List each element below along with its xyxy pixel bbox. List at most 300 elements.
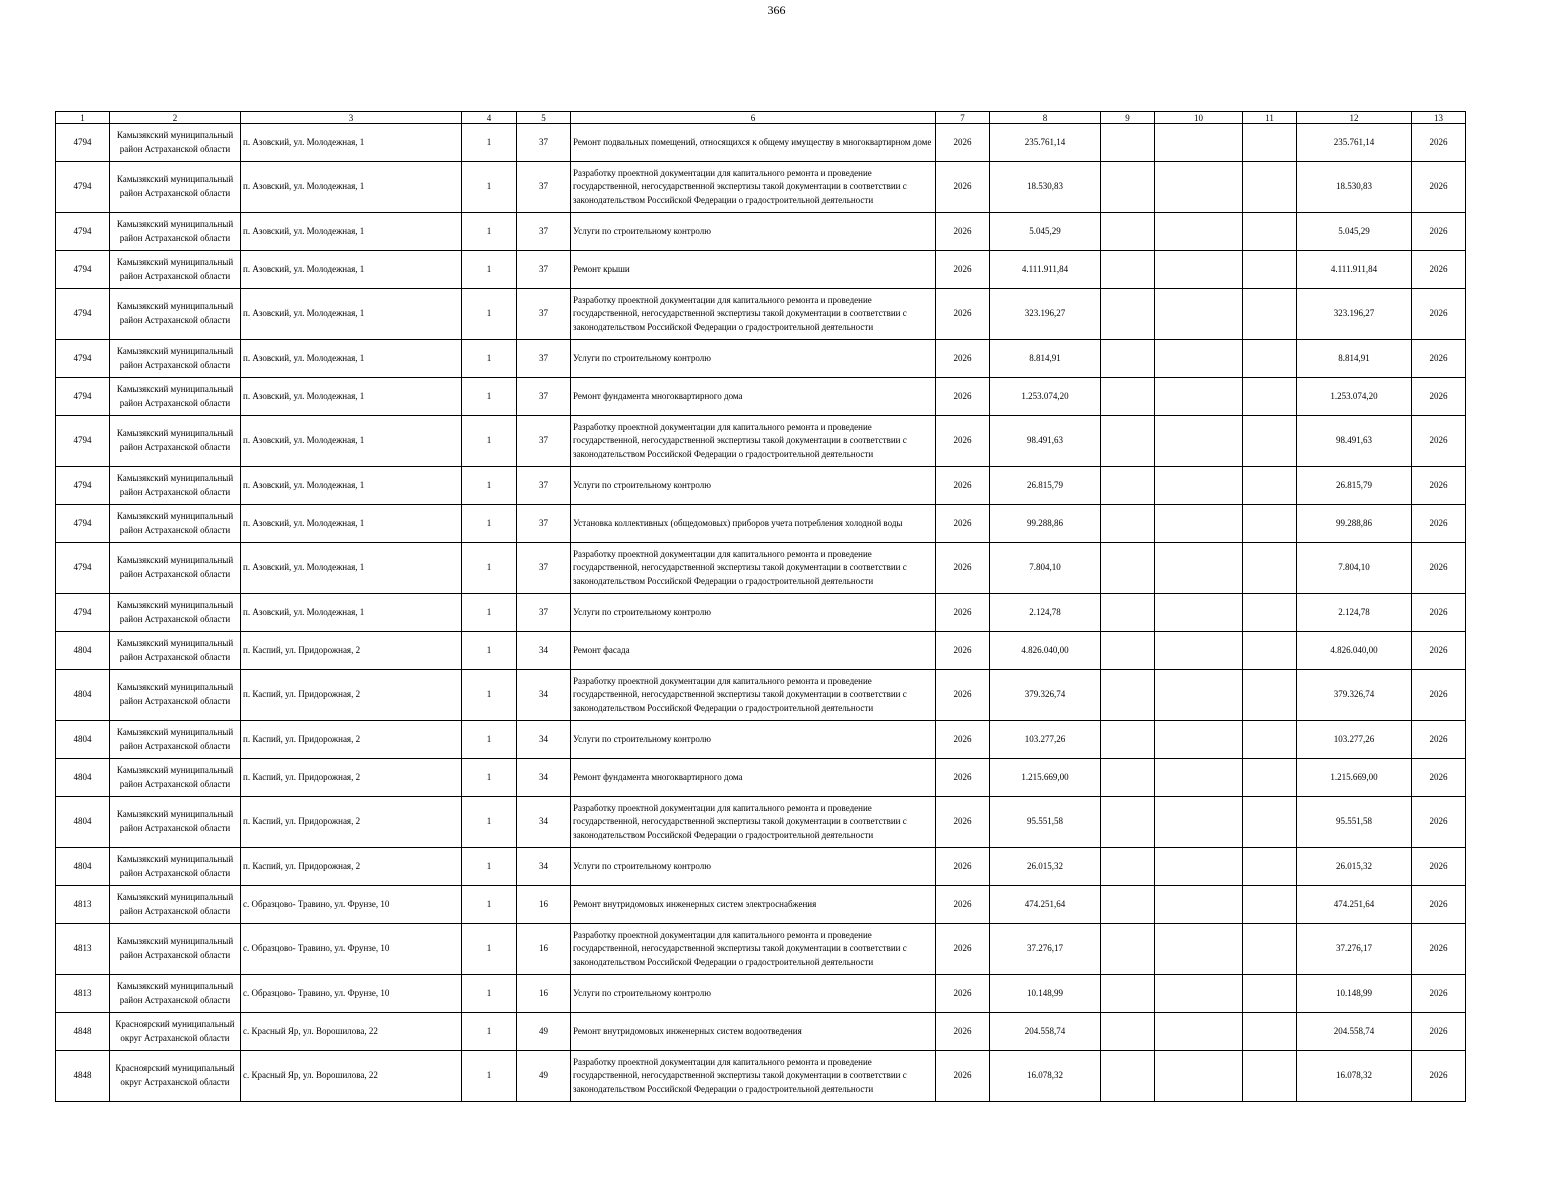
col11-cell bbox=[1243, 594, 1297, 632]
column-header: 1 bbox=[56, 112, 110, 124]
col4-cell: 1 bbox=[462, 467, 517, 505]
work-type-cell: Услуги по строительному контролю bbox=[571, 467, 936, 505]
work-type-cell: Услуги по строительному контролю bbox=[571, 594, 936, 632]
column-header: 8 bbox=[990, 112, 1101, 124]
work-type-cell: Услуги по строительному контролю bbox=[571, 848, 936, 886]
col12-cell: 26.015,32 bbox=[1297, 848, 1412, 886]
year-cell: 2026 bbox=[936, 289, 990, 340]
col10-cell bbox=[1155, 632, 1243, 670]
table-row bbox=[56, 467, 1466, 505]
page-number: 366 bbox=[767, 3, 786, 17]
col11-cell bbox=[1243, 975, 1297, 1013]
cost-cell: 1.215.669,00 bbox=[990, 759, 1101, 797]
municipality-cell: Камызякский муниципальный район Астраханской области bbox=[110, 670, 241, 721]
address-cell: п. Азовский, ул. Молодежная, 1 bbox=[241, 162, 462, 213]
year-cell: 2026 bbox=[936, 721, 990, 759]
col13-cell: 2026 bbox=[1412, 543, 1466, 594]
col4-cell: 1 bbox=[462, 162, 517, 213]
col9-cell bbox=[1101, 1013, 1155, 1051]
col5-cell: 37 bbox=[517, 505, 571, 543]
object-number-cell: 4794 bbox=[56, 505, 110, 543]
col12-cell: 235.761,14 bbox=[1297, 124, 1412, 162]
col10-cell bbox=[1155, 721, 1243, 759]
col12-cell: 16.078,32 bbox=[1297, 1051, 1412, 1102]
cost-cell: 8.814,91 bbox=[990, 340, 1101, 378]
work-type-cell: Ремонт подвальных помещений, относящихся к общему имуществу в многоквартирном доме bbox=[571, 124, 936, 162]
col9-cell bbox=[1101, 848, 1155, 886]
work-type-cell: Разработку проектной документации для капитального ремонта и проведение государственной, негосударственной экспертизы такой документации в соответствии с законодательством Российской Федерации о градостроительной деятельности bbox=[571, 670, 936, 721]
col9-cell bbox=[1101, 594, 1155, 632]
cost-cell: 474.251,64 bbox=[990, 886, 1101, 924]
table-row bbox=[56, 1051, 1466, 1102]
col9-cell bbox=[1101, 251, 1155, 289]
column-header: 2 bbox=[110, 112, 241, 124]
col10-cell bbox=[1155, 289, 1243, 340]
year-cell: 2026 bbox=[936, 632, 990, 670]
table-row bbox=[56, 124, 1466, 162]
col4-cell: 1 bbox=[462, 797, 517, 848]
col12-cell: 18.530,83 bbox=[1297, 162, 1412, 213]
col12-cell: 379.326,74 bbox=[1297, 670, 1412, 721]
col11-cell bbox=[1243, 416, 1297, 467]
municipality-cell: Камызякский муниципальный район Астраханской области bbox=[110, 594, 241, 632]
municipality-cell: Камызякский муниципальный район Астраханской области bbox=[110, 886, 241, 924]
table-row bbox=[56, 162, 1466, 213]
col5-cell: 34 bbox=[517, 759, 571, 797]
object-number-cell: 4794 bbox=[56, 124, 110, 162]
address-cell: п. Азовский, ул. Молодежная, 1 bbox=[241, 289, 462, 340]
year-cell: 2026 bbox=[936, 124, 990, 162]
table-row bbox=[56, 594, 1466, 632]
year-cell: 2026 bbox=[936, 759, 990, 797]
col10-cell bbox=[1155, 251, 1243, 289]
table-row bbox=[56, 721, 1466, 759]
col9-cell bbox=[1101, 162, 1155, 213]
municipality-cell: Камызякский муниципальный район Астраханской области bbox=[110, 467, 241, 505]
col9-cell bbox=[1101, 124, 1155, 162]
col4-cell: 1 bbox=[462, 505, 517, 543]
work-type-cell: Услуги по строительному контролю bbox=[571, 213, 936, 251]
work-type-cell: Ремонт фундамента многоквартирного дома bbox=[571, 378, 936, 416]
col13-cell: 2026 bbox=[1412, 975, 1466, 1013]
col10-cell bbox=[1155, 1051, 1243, 1102]
col11-cell bbox=[1243, 505, 1297, 543]
work-type-cell: Установка коллективных (общедомовых) приборов учета потребления холодной воды bbox=[571, 505, 936, 543]
col12-cell: 37.276,17 bbox=[1297, 924, 1412, 975]
table-row bbox=[56, 251, 1466, 289]
municipality-cell: Красноярский муниципальный округ Астраханской области bbox=[110, 1051, 241, 1102]
year-cell: 2026 bbox=[936, 251, 990, 289]
table-row bbox=[56, 378, 1466, 416]
col13-cell: 2026 bbox=[1412, 1013, 1466, 1051]
municipality-cell: Камызякский муниципальный район Астраханской области bbox=[110, 632, 241, 670]
col9-cell bbox=[1101, 924, 1155, 975]
col10-cell bbox=[1155, 467, 1243, 505]
object-number-cell: 4804 bbox=[56, 670, 110, 721]
col4-cell: 1 bbox=[462, 340, 517, 378]
column-header: 11 bbox=[1243, 112, 1297, 124]
municipality-cell: Камызякский муниципальный район Астраханской области bbox=[110, 340, 241, 378]
address-cell: п. Азовский, ул. Молодежная, 1 bbox=[241, 594, 462, 632]
table-row bbox=[56, 886, 1466, 924]
object-number-cell: 4813 bbox=[56, 975, 110, 1013]
year-cell: 2026 bbox=[936, 1051, 990, 1102]
year-cell: 2026 bbox=[936, 162, 990, 213]
col11-cell bbox=[1243, 467, 1297, 505]
col13-cell: 2026 bbox=[1412, 594, 1466, 632]
cost-cell: 2.124,78 bbox=[990, 594, 1101, 632]
col10-cell bbox=[1155, 416, 1243, 467]
col9-cell bbox=[1101, 975, 1155, 1013]
municipality-cell: Камызякский муниципальный район Астраханской области bbox=[110, 721, 241, 759]
municipality-cell: Камызякский муниципальный район Астраханской области bbox=[110, 505, 241, 543]
column-header: 4 bbox=[462, 112, 517, 124]
col5-cell: 37 bbox=[517, 124, 571, 162]
address-cell: с. Красный Яр, ул. Ворошилова, 22 bbox=[241, 1013, 462, 1051]
col12-cell: 7.804,10 bbox=[1297, 543, 1412, 594]
col4-cell: 1 bbox=[462, 1051, 517, 1102]
col13-cell: 2026 bbox=[1412, 213, 1466, 251]
col4-cell: 1 bbox=[462, 670, 517, 721]
col10-cell bbox=[1155, 759, 1243, 797]
table-row bbox=[56, 289, 1466, 340]
cost-cell: 37.276,17 bbox=[990, 924, 1101, 975]
object-number-cell: 4813 bbox=[56, 886, 110, 924]
col13-cell: 2026 bbox=[1412, 124, 1466, 162]
col4-cell: 1 bbox=[462, 213, 517, 251]
cost-cell: 5.045,29 bbox=[990, 213, 1101, 251]
col11-cell bbox=[1243, 759, 1297, 797]
address-cell: п. Азовский, ул. Молодежная, 1 bbox=[241, 251, 462, 289]
col13-cell: 2026 bbox=[1412, 251, 1466, 289]
work-type-cell: Разработку проектной документации для капитального ремонта и проведение государственной, негосударственной экспертизы такой документации в соответствии с законодательством Российской Федерации о градостроительной деятельности bbox=[571, 1051, 936, 1102]
col12-cell: 4.826.040,00 bbox=[1297, 632, 1412, 670]
col4-cell: 1 bbox=[462, 251, 517, 289]
col13-cell: 2026 bbox=[1412, 505, 1466, 543]
col9-cell bbox=[1101, 467, 1155, 505]
address-cell: п. Азовский, ул. Молодежная, 1 bbox=[241, 124, 462, 162]
col13-cell: 2026 bbox=[1412, 289, 1466, 340]
work-type-cell: Ремонт внутридомовых инженерных систем водоотведения bbox=[571, 1013, 936, 1051]
year-cell: 2026 bbox=[936, 1013, 990, 1051]
column-header: 9 bbox=[1101, 112, 1155, 124]
col5-cell: 37 bbox=[517, 289, 571, 340]
municipality-cell: Камызякский муниципальный район Астраханской области bbox=[110, 416, 241, 467]
cost-cell: 99.288,86 bbox=[990, 505, 1101, 543]
municipality-cell: Камызякский муниципальный район Астраханской области bbox=[110, 848, 241, 886]
col12-cell: 8.814,91 bbox=[1297, 340, 1412, 378]
municipality-cell: Камызякский муниципальный район Астраханской области bbox=[110, 759, 241, 797]
col11-cell bbox=[1243, 721, 1297, 759]
col5-cell: 37 bbox=[517, 416, 571, 467]
col4-cell: 1 bbox=[462, 416, 517, 467]
year-cell: 2026 bbox=[936, 416, 990, 467]
address-cell: п. Каспий, ул. Придорожная, 2 bbox=[241, 670, 462, 721]
col13-cell: 2026 bbox=[1412, 759, 1466, 797]
year-cell: 2026 bbox=[936, 505, 990, 543]
col12-cell: 26.815,79 bbox=[1297, 467, 1412, 505]
object-number-cell: 4794 bbox=[56, 378, 110, 416]
object-number-cell: 4804 bbox=[56, 632, 110, 670]
col5-cell: 37 bbox=[517, 543, 571, 594]
table-row bbox=[56, 1013, 1466, 1051]
cost-cell: 103.277,26 bbox=[990, 721, 1101, 759]
col11-cell bbox=[1243, 213, 1297, 251]
work-type-cell: Разработку проектной документации для капитального ремонта и проведение государственной, негосударственной экспертизы такой документации в соответствии с законодательством Российской Федерации о градостроительной деятельности bbox=[571, 797, 936, 848]
col10-cell bbox=[1155, 797, 1243, 848]
col11-cell bbox=[1243, 632, 1297, 670]
col9-cell bbox=[1101, 378, 1155, 416]
work-type-cell: Услуги по строительному контролю bbox=[571, 975, 936, 1013]
cost-cell: 379.326,74 bbox=[990, 670, 1101, 721]
year-cell: 2026 bbox=[936, 797, 990, 848]
col12-cell: 4.111.911,84 bbox=[1297, 251, 1412, 289]
col5-cell: 37 bbox=[517, 467, 571, 505]
col4-cell: 1 bbox=[462, 924, 517, 975]
year-cell: 2026 bbox=[936, 340, 990, 378]
work-type-cell: Ремонт крыши bbox=[571, 251, 936, 289]
cost-cell: 235.761,14 bbox=[990, 124, 1101, 162]
table-body bbox=[56, 124, 1466, 1102]
object-number-cell: 4794 bbox=[56, 162, 110, 213]
object-number-cell: 4848 bbox=[56, 1013, 110, 1051]
col9-cell bbox=[1101, 289, 1155, 340]
year-cell: 2026 bbox=[936, 378, 990, 416]
col4-cell: 1 bbox=[462, 1013, 517, 1051]
col12-cell: 204.558,74 bbox=[1297, 1013, 1412, 1051]
col13-cell: 2026 bbox=[1412, 886, 1466, 924]
col12-cell: 1.253.074,20 bbox=[1297, 378, 1412, 416]
address-cell: п. Каспий, ул. Придорожная, 2 bbox=[241, 759, 462, 797]
cost-cell: 323.196,27 bbox=[990, 289, 1101, 340]
year-cell: 2026 bbox=[936, 670, 990, 721]
col4-cell: 1 bbox=[462, 848, 517, 886]
object-number-cell: 4804 bbox=[56, 848, 110, 886]
col9-cell bbox=[1101, 721, 1155, 759]
col4-cell: 1 bbox=[462, 759, 517, 797]
address-cell: с. Образцово- Травино, ул. Фрунзе, 10 bbox=[241, 924, 462, 975]
col11-cell bbox=[1243, 1051, 1297, 1102]
col13-cell: 2026 bbox=[1412, 797, 1466, 848]
column-header: 12 bbox=[1297, 112, 1412, 124]
year-cell: 2026 bbox=[936, 975, 990, 1013]
address-cell: п. Каспий, ул. Придорожная, 2 bbox=[241, 721, 462, 759]
col11-cell bbox=[1243, 378, 1297, 416]
col10-cell bbox=[1155, 975, 1243, 1013]
col5-cell: 34 bbox=[517, 848, 571, 886]
col5-cell: 37 bbox=[517, 340, 571, 378]
table-row bbox=[56, 505, 1466, 543]
table-row bbox=[56, 797, 1466, 848]
col11-cell bbox=[1243, 1013, 1297, 1051]
object-number-cell: 4794 bbox=[56, 340, 110, 378]
col5-cell: 37 bbox=[517, 378, 571, 416]
municipality-cell: Камызякский муниципальный район Астраханской области bbox=[110, 289, 241, 340]
col10-cell bbox=[1155, 124, 1243, 162]
col9-cell bbox=[1101, 340, 1155, 378]
col9-cell bbox=[1101, 213, 1155, 251]
col10-cell bbox=[1155, 162, 1243, 213]
column-header: 3 bbox=[241, 112, 462, 124]
col12-cell: 10.148,99 bbox=[1297, 975, 1412, 1013]
cost-cell: 1.253.074,20 bbox=[990, 378, 1101, 416]
col12-cell: 103.277,26 bbox=[1297, 721, 1412, 759]
col13-cell: 2026 bbox=[1412, 632, 1466, 670]
year-cell: 2026 bbox=[936, 886, 990, 924]
col13-cell: 2026 bbox=[1412, 378, 1466, 416]
municipality-cell: Камызякский муниципальный район Астраханской области bbox=[110, 924, 241, 975]
cost-cell: 98.491,63 bbox=[990, 416, 1101, 467]
column-number-row bbox=[56, 112, 1466, 124]
address-cell: п. Каспий, ул. Придорожная, 2 bbox=[241, 632, 462, 670]
col5-cell: 37 bbox=[517, 251, 571, 289]
col13-cell: 2026 bbox=[1412, 467, 1466, 505]
col5-cell: 16 bbox=[517, 886, 571, 924]
object-number-cell: 4794 bbox=[56, 594, 110, 632]
municipality-cell: Камызякский муниципальный район Астраханской области bbox=[110, 124, 241, 162]
col10-cell bbox=[1155, 340, 1243, 378]
col5-cell: 34 bbox=[517, 797, 571, 848]
column-header: 6 bbox=[571, 112, 936, 124]
table-row bbox=[56, 416, 1466, 467]
col9-cell bbox=[1101, 886, 1155, 924]
municipality-cell: Камызякский муниципальный район Астраханской области bbox=[110, 251, 241, 289]
table-row bbox=[56, 924, 1466, 975]
work-type-cell: Ремонт внутридомовых инженерных систем электроснабжения bbox=[571, 886, 936, 924]
object-number-cell: 4794 bbox=[56, 543, 110, 594]
col9-cell bbox=[1101, 759, 1155, 797]
work-type-cell: Разработку проектной документации для капитального ремонта и проведение государственной, негосударственной экспертизы такой документации в соответствии с законодательством Российской Федерации о градостроительной деятельности bbox=[571, 162, 936, 213]
col5-cell: 34 bbox=[517, 670, 571, 721]
table-row bbox=[56, 213, 1466, 251]
col11-cell bbox=[1243, 251, 1297, 289]
table-row bbox=[56, 975, 1466, 1013]
col5-cell: 49 bbox=[517, 1013, 571, 1051]
cost-cell: 204.558,74 bbox=[990, 1013, 1101, 1051]
object-number-cell: 4813 bbox=[56, 924, 110, 975]
col9-cell bbox=[1101, 1051, 1155, 1102]
year-cell: 2026 bbox=[936, 543, 990, 594]
cost-cell: 26.015,32 bbox=[990, 848, 1101, 886]
address-cell: п. Азовский, ул. Молодежная, 1 bbox=[241, 543, 462, 594]
col10-cell bbox=[1155, 848, 1243, 886]
col12-cell: 474.251,64 bbox=[1297, 886, 1412, 924]
col11-cell bbox=[1243, 848, 1297, 886]
col10-cell bbox=[1155, 213, 1243, 251]
object-number-cell: 4794 bbox=[56, 251, 110, 289]
cost-cell: 4.111.911,84 bbox=[990, 251, 1101, 289]
col4-cell: 1 bbox=[462, 721, 517, 759]
col4-cell: 1 bbox=[462, 289, 517, 340]
work-type-cell: Ремонт фасада bbox=[571, 632, 936, 670]
col5-cell: 16 bbox=[517, 924, 571, 975]
address-cell: п. Каспий, ул. Придорожная, 2 bbox=[241, 797, 462, 848]
year-cell: 2026 bbox=[936, 213, 990, 251]
col5-cell: 34 bbox=[517, 632, 571, 670]
col10-cell bbox=[1155, 670, 1243, 721]
address-cell: с. Образцово- Травино, ул. Фрунзе, 10 bbox=[241, 975, 462, 1013]
table-row bbox=[56, 848, 1466, 886]
col5-cell: 16 bbox=[517, 975, 571, 1013]
object-number-cell: 4804 bbox=[56, 721, 110, 759]
col11-cell bbox=[1243, 797, 1297, 848]
col10-cell bbox=[1155, 1013, 1243, 1051]
address-cell: п. Азовский, ул. Молодежная, 1 bbox=[241, 416, 462, 467]
capital-repair-table bbox=[55, 111, 1466, 1102]
col9-cell bbox=[1101, 797, 1155, 848]
municipality-cell: Камызякский муниципальный район Астраханской области bbox=[110, 543, 241, 594]
col4-cell: 1 bbox=[462, 594, 517, 632]
municipality-cell: Камызякский муниципальный район Астраханской области bbox=[110, 378, 241, 416]
object-number-cell: 4794 bbox=[56, 467, 110, 505]
col10-cell bbox=[1155, 543, 1243, 594]
col9-cell bbox=[1101, 670, 1155, 721]
col4-cell: 1 bbox=[462, 378, 517, 416]
year-cell: 2026 bbox=[936, 467, 990, 505]
col13-cell: 2026 bbox=[1412, 416, 1466, 467]
object-number-cell: 4794 bbox=[56, 213, 110, 251]
col13-cell: 2026 bbox=[1412, 340, 1466, 378]
object-number-cell: 4804 bbox=[56, 797, 110, 848]
work-type-cell: Разработку проектной документации для капитального ремонта и проведение государственной, негосударственной экспертизы такой документации в соответствии с законодательством Российской Федерации о градостроительной деятельности bbox=[571, 543, 936, 594]
column-header: 13 bbox=[1412, 112, 1466, 124]
municipality-cell: Камызякский муниципальный район Астраханской области bbox=[110, 797, 241, 848]
col11-cell bbox=[1243, 340, 1297, 378]
col5-cell: 49 bbox=[517, 1051, 571, 1102]
cost-cell: 16.078,32 bbox=[990, 1051, 1101, 1102]
municipality-cell: Камызякский муниципальный район Астраханской области bbox=[110, 213, 241, 251]
object-number-cell: 4794 bbox=[56, 416, 110, 467]
cost-cell: 4.826.040,00 bbox=[990, 632, 1101, 670]
table-row bbox=[56, 759, 1466, 797]
address-cell: п. Азовский, ул. Молодежная, 1 bbox=[241, 340, 462, 378]
municipality-cell: Камызякский муниципальный район Астраханской области bbox=[110, 975, 241, 1013]
col9-cell bbox=[1101, 632, 1155, 670]
address-cell: п. Азовский, ул. Молодежная, 1 bbox=[241, 213, 462, 251]
col11-cell bbox=[1243, 670, 1297, 721]
col11-cell bbox=[1243, 124, 1297, 162]
col12-cell: 5.045,29 bbox=[1297, 213, 1412, 251]
object-number-cell: 4804 bbox=[56, 759, 110, 797]
col10-cell bbox=[1155, 924, 1243, 975]
col5-cell: 37 bbox=[517, 162, 571, 213]
address-cell: п. Азовский, ул. Молодежная, 1 bbox=[241, 378, 462, 416]
col5-cell: 34 bbox=[517, 721, 571, 759]
address-cell: п. Азовский, ул. Молодежная, 1 bbox=[241, 505, 462, 543]
col9-cell bbox=[1101, 416, 1155, 467]
col10-cell bbox=[1155, 378, 1243, 416]
year-cell: 2026 bbox=[936, 848, 990, 886]
table-row bbox=[56, 632, 1466, 670]
column-header: 5 bbox=[517, 112, 571, 124]
col5-cell: 37 bbox=[517, 594, 571, 632]
col4-cell: 1 bbox=[462, 543, 517, 594]
col12-cell: 323.196,27 bbox=[1297, 289, 1412, 340]
cost-cell: 95.551,58 bbox=[990, 797, 1101, 848]
cost-cell: 18.530,83 bbox=[990, 162, 1101, 213]
col11-cell bbox=[1243, 289, 1297, 340]
work-type-cell: Услуги по строительному контролю bbox=[571, 340, 936, 378]
cost-cell: 26.815,79 bbox=[990, 467, 1101, 505]
column-header: 10 bbox=[1155, 112, 1243, 124]
col13-cell: 2026 bbox=[1412, 670, 1466, 721]
address-cell: с. Образцово- Травино, ул. Фрунзе, 10 bbox=[241, 886, 462, 924]
col10-cell bbox=[1155, 886, 1243, 924]
col4-cell: 1 bbox=[462, 975, 517, 1013]
col11-cell bbox=[1243, 162, 1297, 213]
col13-cell: 2026 bbox=[1412, 162, 1466, 213]
col13-cell: 2026 bbox=[1412, 1051, 1466, 1102]
